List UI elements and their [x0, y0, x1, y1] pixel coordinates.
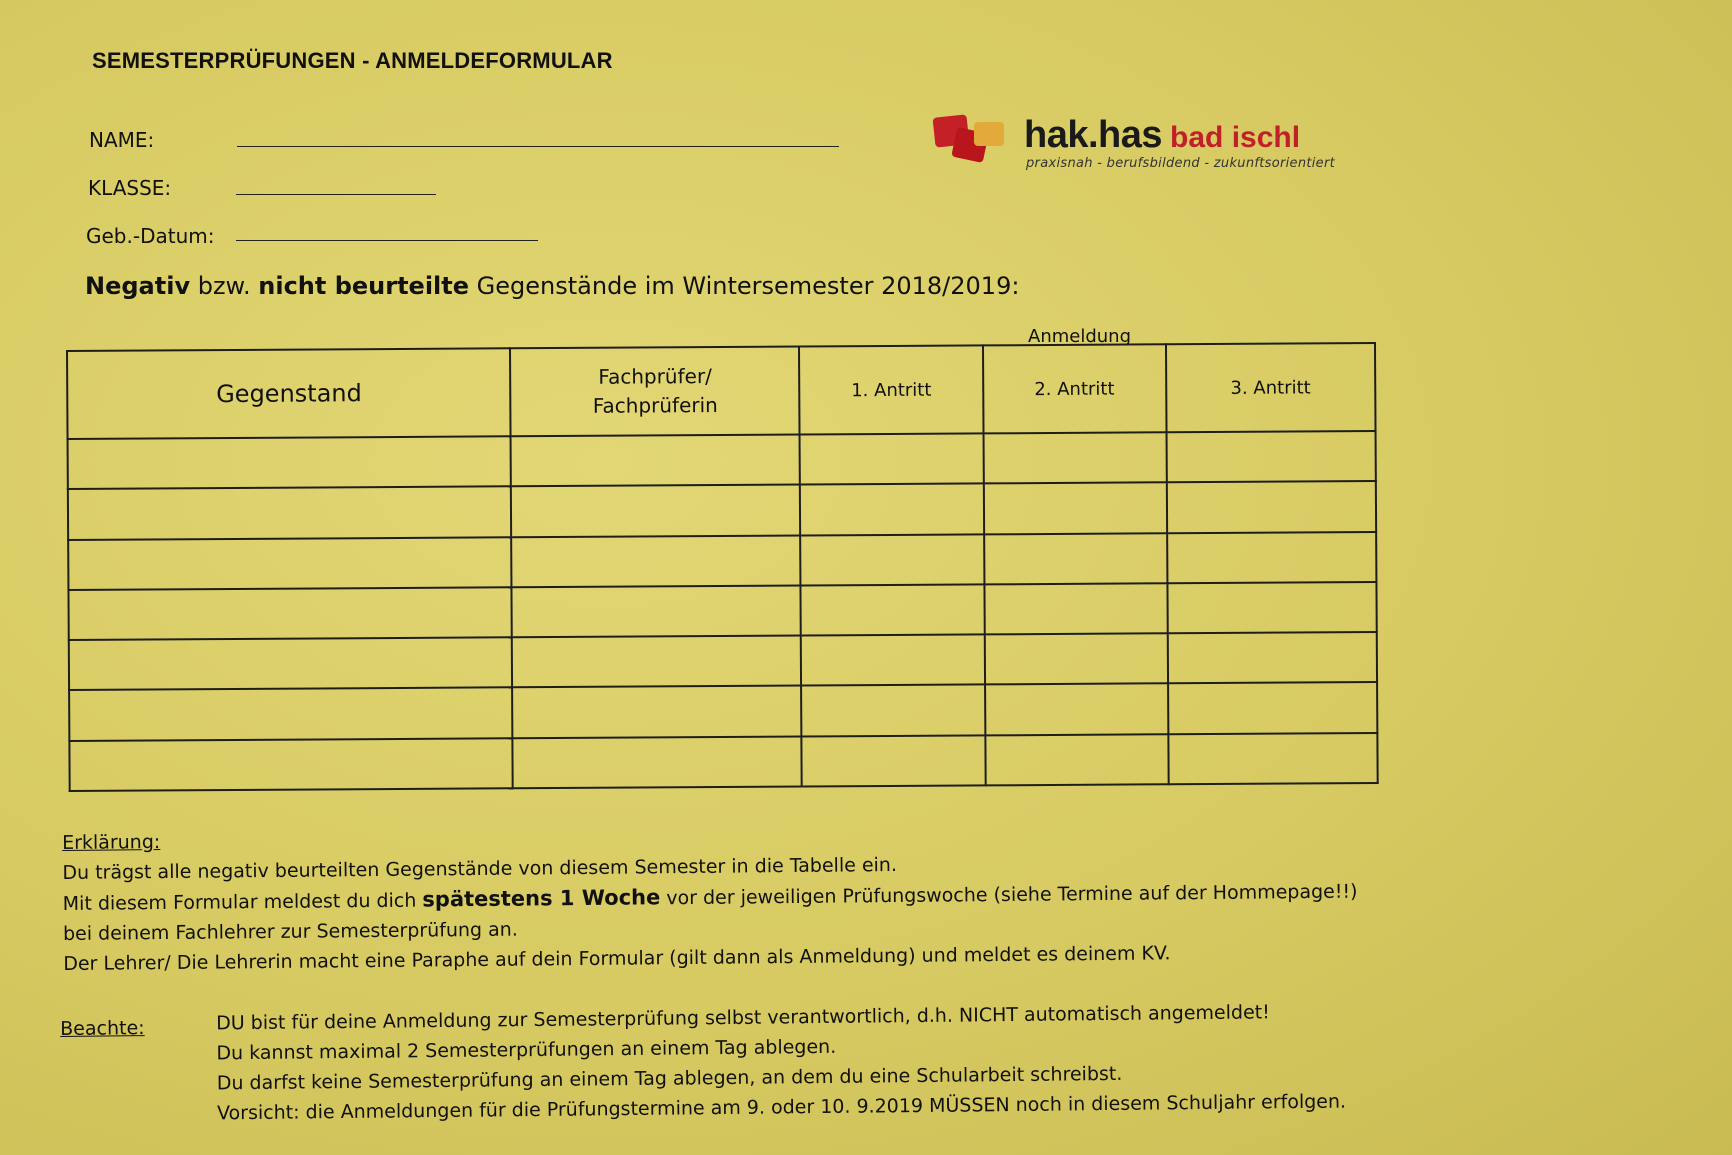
name-line[interactable]: [237, 146, 839, 147]
logo-tagline: praxisnah - berufsbildend - zukunftsorientiert: [1026, 156, 1336, 171]
klasse-label: KLASSE:: [88, 176, 172, 200]
cell-fachpruefer[interactable]: [511, 435, 800, 487]
cell-antritt-1[interactable]: [800, 433, 983, 484]
cell-antritt-2[interactable]: [985, 684, 1168, 735]
beachte-line: DU bist für deine Anmeldung zur Semesterprüfung selbst verantwortlich, d.h. NICHT automatisch angemeldet!: [216, 1001, 1270, 1035]
geb-datum-line[interactable]: [236, 240, 538, 241]
section-subtitle: [85, 272, 1019, 300]
cell-antritt-1[interactable]: [800, 484, 983, 535]
table-row: [68, 582, 1376, 640]
explanation-deadline: spätestens 1 Woche: [422, 885, 661, 912]
cell-fachpruefer[interactable]: [512, 686, 801, 738]
cell-gegenstand[interactable]: [69, 688, 513, 741]
cell-gegenstand[interactable]: [68, 487, 512, 540]
cell-gegenstand[interactable]: [69, 637, 513, 690]
cell-antritt-2[interactable]: [984, 633, 1167, 684]
beachte-heading: Beachte:: [60, 1017, 145, 1040]
header-fachpruefer-line1: Fachprüfer/: [598, 364, 712, 389]
explanation-section: [62, 815, 1463, 979]
cell-antritt-3[interactable]: [1168, 682, 1378, 734]
table-row: [68, 431, 1376, 489]
beachte-items: [216, 997, 1346, 1129]
cell-antritt-3[interactable]: [1167, 532, 1377, 584]
logo-wordmark: [1024, 114, 1300, 157]
header-fachpruefer: [510, 347, 800, 437]
klasse-line[interactable]: [236, 194, 436, 195]
table-row: [68, 532, 1376, 590]
cell-antritt-2[interactable]: [983, 432, 1166, 483]
table-row: [69, 632, 1377, 690]
geb-datum-label: Geb.-Datum:: [86, 224, 215, 248]
logo-shape-orange: [974, 122, 1004, 146]
anmeldung-group-header: Anmeldung: [1028, 326, 1131, 347]
header-antritt-2: 2. Antritt: [983, 344, 1167, 433]
cell-fachpruefer[interactable]: [513, 736, 802, 788]
table-row: [69, 682, 1377, 740]
header-fachpruefer-line2: Fachprüferin: [592, 393, 718, 418]
table-row: [68, 481, 1376, 539]
beachte-line: Du kannst maximal 2 Semesterprüfungen an einem Tag ablegen.: [216, 1035, 837, 1065]
logo-hak-text: hak.has: [1024, 114, 1163, 156]
explanation-line2-c: vor der jeweiligen Prüfungswoche (siehe Termine auf der Hommepage!!): [660, 880, 1358, 910]
explanation-heading: Erklärung:: [62, 831, 161, 854]
cell-fachpruefer[interactable]: [512, 535, 801, 587]
cell-antritt-1[interactable]: [801, 584, 984, 635]
cell-antritt-3[interactable]: [1168, 733, 1378, 785]
cell-gegenstand[interactable]: [68, 436, 512, 489]
subtitle-bzw: bzw.: [190, 272, 259, 300]
cell-antritt-1[interactable]: [801, 635, 984, 686]
table-header-row: [67, 343, 1376, 439]
form-title: SEMESTERPRÜFUNGEN - ANMELDEFORMULAR: [92, 48, 613, 73]
cell-antritt-3[interactable]: [1167, 582, 1377, 634]
beachte-section: [58, 995, 1458, 1125]
cell-fachpruefer[interactable]: [512, 585, 801, 637]
cell-antritt-1[interactable]: [802, 685, 985, 736]
cell-antritt-2[interactable]: [984, 533, 1167, 584]
cell-fachpruefer[interactable]: [512, 636, 801, 688]
header-antritt-3: 3. Antritt: [1166, 343, 1376, 432]
cell-fachpruefer[interactable]: [511, 485, 800, 537]
subtitle-rest: Gegenstände im Wintersemester 2018/2019:: [469, 272, 1020, 300]
explanation-line: Du trägst alle negativ beurteilten Gegenstände von diesem Semester in die Tabelle ein.: [62, 853, 898, 884]
cell-antritt-1[interactable]: [801, 534, 984, 585]
explanation-line: Der Lehrer/ Die Lehrerin macht eine Paraphe auf dein Formular (gilt dann als Anmeldung) und meldet es deinem KV.: [63, 942, 1171, 975]
cell-antritt-2[interactable]: [983, 483, 1166, 534]
table-row: [69, 733, 1377, 791]
cell-gegenstand[interactable]: [68, 587, 512, 640]
explanation-line: bei deinem Fachlehrer zur Semesterprüfung an.: [62, 918, 518, 945]
cell-antritt-3[interactable]: [1167, 632, 1377, 684]
beachte-line: Vorsicht: die Anmeldungen für die Prüfungstermine am 9. oder 10. 9.2019 MÜSSEN noch in diesem Schuljahr erfolgen.: [216, 1090, 1347, 1125]
cell-antritt-1[interactable]: [802, 735, 985, 786]
cell-gegenstand[interactable]: [68, 537, 512, 590]
subtitle-negativ: Negativ: [85, 272, 191, 300]
subtitle-nicht-beurteilte: nicht beurteilte: [258, 272, 470, 300]
explanation-line2-a: Mit diesem Formular meldest du dich: [62, 889, 423, 915]
beachte-line: Du darfst keine Semesterprüfung an einem Tag ablegen, an dem du eine Schularbeit schreibst.: [216, 1062, 1123, 1095]
cell-antritt-3[interactable]: [1166, 431, 1376, 483]
cell-antritt-2[interactable]: [984, 583, 1167, 634]
header-antritt-1: 1. Antritt: [799, 345, 983, 434]
subjects-table: [66, 342, 1379, 792]
cell-antritt-2[interactable]: [985, 734, 1168, 785]
cell-antritt-3[interactable]: [1167, 481, 1377, 533]
cell-gegenstand[interactable]: [69, 738, 513, 791]
school-logo: [930, 110, 1410, 190]
logo-bad-ischl-text: bad ischl: [1170, 121, 1301, 154]
header-gegenstand: Gegenstand: [67, 348, 511, 439]
name-label: NAME:: [89, 128, 155, 152]
